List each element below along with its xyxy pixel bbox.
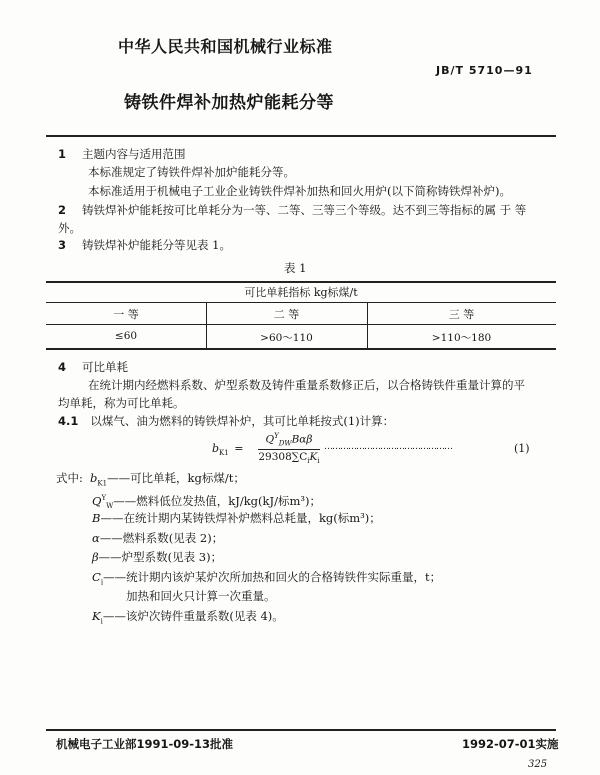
approval-date: 机械电子工业部1991-09-13批准 xyxy=(56,737,234,751)
implementation-date: 1992-07-01实施 xyxy=(462,737,559,751)
def-b-k1: $b_{K1}——$可比单耗，kg标煤/t； xyxy=(90,471,245,488)
def-c-i-continued: 加热和回火只计算一次重量。 xyxy=(126,589,276,603)
def-alpha: α——燃料系数(见表 2)； xyxy=(92,531,224,545)
def-b: B——在统计期内某铸铁焊补炉燃料总耗量，kg(标m³)； xyxy=(92,511,381,525)
table-mid-rule xyxy=(46,302,556,303)
table-col-header-2: 二 等 xyxy=(273,308,300,321)
def-beta: β——炉型系数(见表 3)； xyxy=(92,550,223,564)
page-number: 325 xyxy=(528,759,548,770)
formula-leader-dots: ………………………………………… xyxy=(324,442,452,452)
section-2-line-2: 外。 xyxy=(58,221,81,235)
formula-fraction: $Q^Y_{DW}B\alpha\beta$ $29308\sum C_iK_i$ xyxy=(258,432,320,465)
table-col-header-1: 一 等 xyxy=(113,308,139,321)
section-1-para-1: 本标准规定了铸铁件焊补加炉能耗分等。 xyxy=(88,165,295,179)
standard-code: JB/T 5710—91 xyxy=(436,64,533,77)
formula-lhs: $b_{K1}$ = xyxy=(212,442,244,458)
document-title: 铸铁件焊补加热炉能耗分等 xyxy=(124,93,334,113)
formula-equation-number: (1) xyxy=(514,442,530,455)
section-2-line-1: 2 铸铁焊补炉能耗按可比单耗分为一等、二等、三等三个等级。达不到三等指标的属 于 等 xyxy=(58,203,527,217)
table-cell-grade-2: >60～110 xyxy=(260,332,313,344)
where-label: 式中: xyxy=(56,471,83,485)
table-cell-grade-1: ≤60 xyxy=(114,330,138,342)
table-header-span: 可比单耗指标 kg标煤/t xyxy=(244,286,358,299)
table-col-rule xyxy=(46,324,556,325)
table-cell-grade-3: >110～180 xyxy=(431,332,492,344)
header-rule xyxy=(46,135,556,137)
table-top-rule xyxy=(46,281,556,283)
footer-rule xyxy=(46,729,556,731)
def-q-yw: $Q^Y_W——$燃料低位发热值，kJ/kg(kJ/标m³)； xyxy=(92,493,321,511)
section-4-para-line-1: 在统计期内经燃料系数、炉型系数及铸件重量系数修正后，以合格铸铁件重量计算的平 xyxy=(88,378,525,392)
section-1-para-2: 本标准适用于机械电子工业企业铸铁件焊补加热和回火用炉(以下简称铸铁焊补炉)。 xyxy=(88,184,511,198)
def-k-i: $K_i——$该炉次铸件重量系数(见表 4)。 xyxy=(92,609,284,626)
def-c-i: $C_i——$统计期内该炉某炉次所加热和回火的合格铸铁件实际重量，t； xyxy=(92,570,442,587)
section-4-para-line-2: 均单耗，称为可比单耗。 xyxy=(58,396,185,410)
table-col-header-3: 三 等 xyxy=(448,308,475,321)
org-title: 中华人民共和国机械行业标准 xyxy=(118,37,333,56)
section-1-heading: 1 主题内容与适用范围 xyxy=(58,147,186,161)
section-3-text: 3 铸铁焊补炉能耗分等见表 1。 xyxy=(58,238,231,252)
table-1-caption: 表 1 xyxy=(284,261,307,275)
section-4-1-text: 4.1 以煤气、油为燃料的铸铁焊补炉，其可比单耗按式(1)计算： xyxy=(58,414,395,428)
section-4-heading: 4 可比单耗 xyxy=(58,360,128,374)
table-bottom-rule xyxy=(46,348,556,350)
